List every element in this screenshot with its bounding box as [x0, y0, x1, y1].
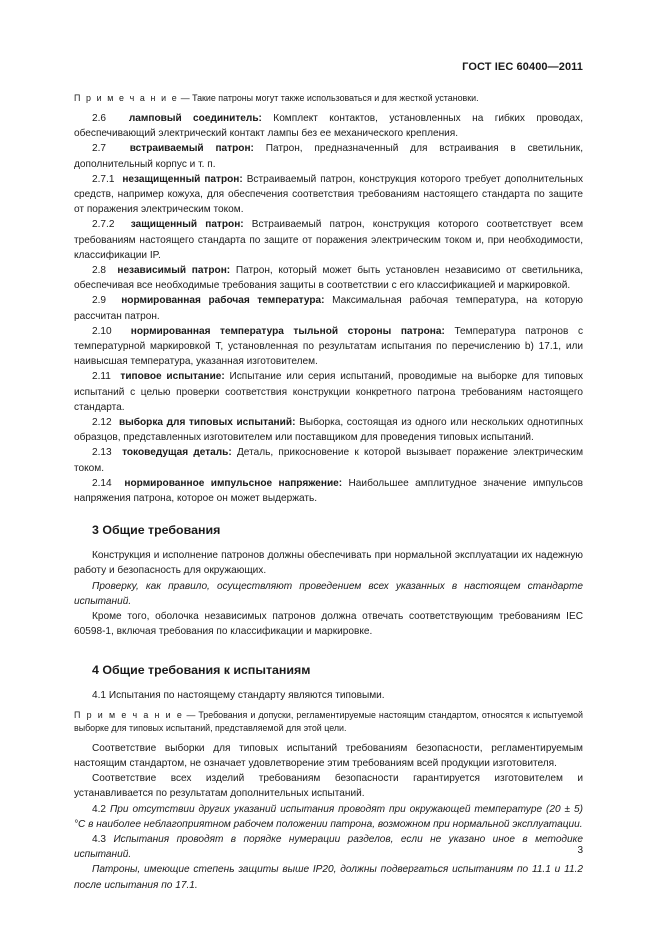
- term-text: Комплект контактов, установленных на гибких проводах, обеспечивающий электрический контакт лампы без ее механического крепления.: [74, 113, 584, 140]
- clause-4-3: [74, 832, 583, 862]
- section-4-heading: 4 Общие требования к испытаниям: [92, 662, 311, 677]
- section-4-paragraph-a: Соответствие выборки для типовых испытаний требованиям безопасности, регламентируемым настоящим стандартом, не означает удовлетворение этим требованиям всей продукции изготовителя.: [74, 742, 583, 769]
- note-text-2: — Требования и допуски, регламентируемые настоящим стандартом, относятся к испытуемой выборке для типовых испытаний, представляемой для этой цели.: [74, 709, 583, 733]
- section-3-paragraph-1: Конструкция и исполнение патронов должны обеспечивать при нормальной эксплуатации их надежную работу и безопасность для окружающих.: [74, 550, 583, 577]
- term-name: нормированная рабочая температура:: [121, 295, 325, 307]
- term-name: типовое испытание:: [120, 371, 225, 383]
- term-text: Выборка, состоящая из одного или нескольких однотипных образцов, представленных изготовителем или поставщиком для проведения типовых испытаний.: [74, 417, 583, 444]
- term-name: токоведущая деталь:: [122, 447, 232, 459]
- note-label-2: П р и м е ч а н и е: [74, 709, 184, 720]
- term-name: встраиваемый патрон:: [129, 143, 254, 155]
- term-definition: [74, 111, 583, 141]
- term-text: Патрон, предназначенный для встраивания в светильник, дополнительный корпус и т. п.: [74, 143, 583, 170]
- clause-4-3-text: Испытания проводят в порядке нумерации разделов, если не указано иное в методике испытаний.: [74, 833, 583, 861]
- term-definition: [74, 293, 583, 323]
- term-text: Испытание или серия испытаний, проводимые на выборке для типовых испытаний с целью проверки соответствия конструкции конкретного патрона требованиям настоящего стандарта.: [74, 371, 583, 413]
- term-number: 2.8: [92, 265, 107, 277]
- term-definition: [74, 141, 583, 171]
- term-text: Температура патронов с температурной маркировкой T, установленная по результатам испытания по перечислению b) 17.1, или наивысшая температура, указанная изготовителем.: [74, 325, 584, 368]
- clause-4-2-number: 4.2: [92, 803, 107, 815]
- term-number: 2.13: [92, 447, 112, 459]
- term-definition: [74, 415, 583, 445]
- term-text: Встраиваемый патрон, конструкция которого требует дополнительных средств, например кожуха, для обеспечения соответствия требованиям настоящего стандарта по защите от поражения электрическим током.: [74, 173, 583, 216]
- section-3-paragraph-3: Кроме того, оболочка независимых патронов должна отвечать соответствующим требованиям IEC 60598-1, включая требования по классификации и маркировке.: [74, 611, 583, 638]
- note-text: — Такие патроны могут также использоваться и для жесткой установки.: [178, 93, 479, 103]
- note-paragraph: [74, 92, 583, 105]
- term-name: нормированное импульсное напряжение:: [124, 477, 343, 489]
- term-name: нормированная температура тыльной стороны патрона:: [130, 325, 445, 337]
- term-text: Патрон, который может быть установлен независимо от светильника, обеспечивая все необходимые требования защиты в соответствии с его классификацией и маркировкой.: [74, 265, 583, 292]
- page-number: 3: [577, 845, 583, 856]
- term-definition: [74, 263, 583, 293]
- term-number: 2.14: [92, 477, 112, 489]
- term-definition: [74, 476, 583, 506]
- section-4-paragraph-b: Соответствие всех изделий требованиям безопасности гарантируется изготовителем и устанавливается по результатам дополнительных испытаний.: [74, 773, 583, 800]
- clause-4-3-number: 4.3: [92, 833, 107, 845]
- term-definition: [74, 369, 583, 415]
- term-number: 2.7.1: [92, 173, 115, 185]
- term-number: 2.11: [92, 371, 111, 383]
- terms-list: [74, 111, 583, 506]
- term-name: независимый патрон:: [117, 265, 231, 277]
- page-content: [74, 90, 583, 893]
- term-text: Максимальная рабочая температура, на которую рассчитан патрон.: [74, 295, 583, 322]
- term-name: незащищенный патрон:: [122, 173, 243, 185]
- term-number: 2.7.2: [92, 219, 115, 231]
- term-name: ламповый соединитель:: [128, 113, 262, 124]
- clause-4-1: 4.1 Испытания по настоящему стандарту являются типовыми.: [92, 689, 385, 701]
- section-3-heading: 3 Общие требования: [92, 523, 221, 538]
- term-number: 2.12: [92, 417, 112, 429]
- note-paragraph-2: [74, 709, 583, 735]
- term-name: защищенный патрон:: [130, 219, 244, 231]
- term-definition: [74, 172, 583, 218]
- term-definition: [74, 445, 583, 475]
- term-name: выборка для типовых испытаний:: [118, 417, 296, 429]
- section-3-paragraph-2: Проверку, как правило, осуществляют проведением всех указанных в настоящем стандарте испытаний.: [74, 580, 583, 607]
- clause-4-2: [74, 802, 583, 832]
- term-number: 2.9: [92, 295, 107, 307]
- term-definition: [74, 217, 583, 263]
- clause-4-2-text: При отсутствии других указаний испытания проводят при окружающей температуре (20 ± 5) °С в наиболее неблагоприятном рабочем положении патрона, возможном при нормальной эксплуатации.: [74, 803, 583, 830]
- standard-header: ГОСТ IEC 60400—2011: [462, 61, 583, 73]
- term-text: Встраиваемый патрон, конструкция которого соответствует всем требованиям настоящего стандарта по защите от поражения электрическим током и, при необходимости, классификации IP.: [74, 219, 584, 261]
- section-4-paragraph-c: Патроны, имеющие степень защиты выше IP20, должны подвергаться испытаниям по 11.1 и 11.2 после испытания по 17.1.: [74, 864, 583, 891]
- term-text: Наибольшее амплитудное значение импульсов напряжения патрона, которое он может выдержать.: [74, 477, 583, 505]
- note-label: П р и м е ч а н и е: [74, 93, 179, 103]
- term-text: Деталь, прикосновение к которой вызывает поражение электрическим током.: [74, 447, 584, 474]
- term-definition: [74, 324, 583, 370]
- term-number: 2.7: [92, 143, 107, 155]
- term-number: 2.6: [92, 113, 107, 124]
- term-number: 2.10: [92, 325, 112, 337]
